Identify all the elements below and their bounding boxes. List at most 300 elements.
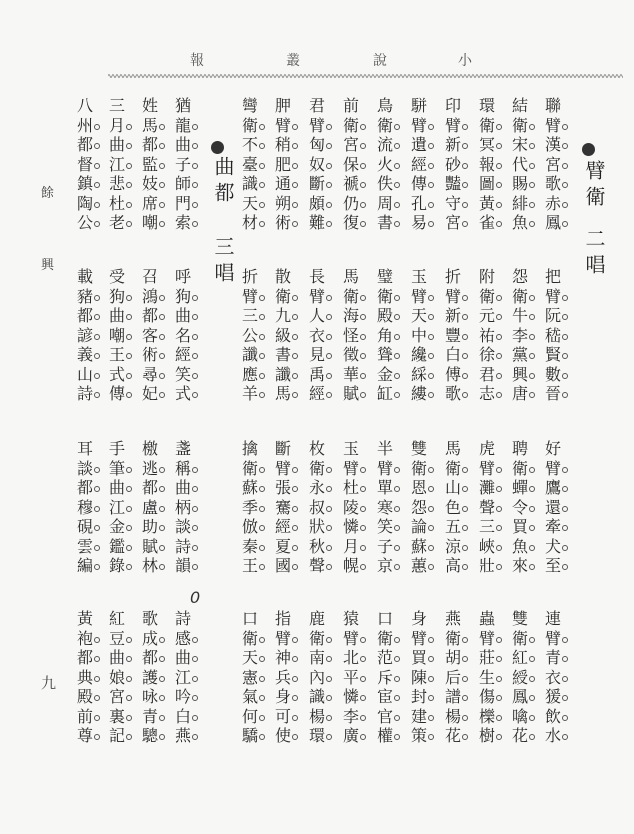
circle-mark-icon xyxy=(94,467,100,473)
line-char: 詩 xyxy=(174,609,191,628)
circle-mark-icon xyxy=(394,506,400,512)
line-char: 漢 xyxy=(544,135,561,154)
line-char: 孔 xyxy=(410,193,427,213)
circle-mark-icon xyxy=(529,295,535,301)
line-char: 索 xyxy=(174,213,191,232)
line-char: 擒 xyxy=(241,439,258,458)
circle-mark-icon xyxy=(562,202,568,208)
circle-mark-icon xyxy=(496,715,502,721)
line-char: 鑑 xyxy=(108,536,125,556)
line-char: 山 xyxy=(444,478,461,497)
circle-mark-icon xyxy=(94,656,100,662)
circle-mark-icon xyxy=(462,676,468,682)
line-char: 令 xyxy=(511,497,528,517)
line-char: 識 xyxy=(308,687,325,706)
line-char: 嵇 xyxy=(544,325,561,345)
line-char: 仍 xyxy=(342,193,359,213)
circle-mark-icon xyxy=(94,353,100,359)
section-chant: 三唱 xyxy=(211,236,235,288)
line-char: 買 xyxy=(410,648,427,667)
circle-mark-icon xyxy=(428,353,434,359)
line-char: 雙 xyxy=(511,609,528,628)
circle-mark-icon xyxy=(496,467,502,473)
line-char: 客 xyxy=(141,325,158,345)
line-char: 口 xyxy=(241,609,258,628)
line-char: 譜 xyxy=(444,687,461,706)
line-char: 逃 xyxy=(141,458,158,478)
line-char: 散 xyxy=(274,267,291,286)
line-char: 天 xyxy=(410,306,427,325)
circle-mark-icon xyxy=(94,637,100,643)
line-char: 折 xyxy=(444,267,461,286)
line-char: 環 xyxy=(478,96,495,115)
line-char: 臂 xyxy=(376,458,393,478)
circle-mark-icon xyxy=(428,486,434,492)
circle-mark-icon xyxy=(94,314,100,320)
circle-mark-icon xyxy=(562,143,568,149)
line-char: 前 xyxy=(342,96,359,115)
circle-mark-icon xyxy=(326,392,332,398)
circle-mark-icon xyxy=(292,163,298,169)
line-char: 秦 xyxy=(241,536,258,556)
line-char: 曲 xyxy=(174,478,191,497)
circle-mark-icon xyxy=(562,182,568,188)
line-char: 把 xyxy=(544,267,561,286)
line-char: 牽 xyxy=(544,517,561,536)
line-char: 談 xyxy=(76,458,93,478)
circle-mark-icon xyxy=(428,564,434,570)
section-bullet-icon xyxy=(582,143,595,156)
line-char: 燕 xyxy=(444,609,461,628)
circle-mark-icon xyxy=(192,676,198,682)
circle-mark-icon xyxy=(326,202,332,208)
circle-mark-icon xyxy=(292,637,298,643)
line-char: 山 xyxy=(76,364,93,384)
line-char: 尊 xyxy=(76,726,93,745)
header-char: 叢 xyxy=(286,53,300,69)
circle-mark-icon xyxy=(126,202,132,208)
circle-mark-icon xyxy=(159,467,165,473)
margin-label: 興 xyxy=(41,258,55,273)
circle-mark-icon xyxy=(326,676,332,682)
circle-mark-icon xyxy=(529,467,535,473)
circle-mark-icon xyxy=(562,392,568,398)
line-char: 子 xyxy=(376,536,393,556)
circle-mark-icon xyxy=(496,656,502,662)
line-char: 聳 xyxy=(376,345,393,364)
line-char: 肥 xyxy=(274,154,291,174)
line-char: 折 xyxy=(241,267,258,286)
line-char: 雙 xyxy=(410,439,427,458)
line-char: 歌 xyxy=(141,609,158,628)
line-char: 身 xyxy=(410,609,427,628)
line-char: 子 xyxy=(174,154,191,174)
circle-mark-icon xyxy=(529,715,535,721)
line-char: 諺 xyxy=(76,325,93,345)
line-char: 權 xyxy=(376,726,393,745)
line-char: 圖 xyxy=(478,174,495,193)
circle-mark-icon xyxy=(326,124,332,130)
line-char: 虎 xyxy=(478,439,495,458)
circle-mark-icon xyxy=(192,221,198,227)
line-char: 猿 xyxy=(342,609,359,628)
circle-mark-icon xyxy=(428,676,434,682)
line-char: 華 xyxy=(342,364,359,384)
circle-mark-icon xyxy=(94,734,100,740)
circle-mark-icon xyxy=(126,314,132,320)
line-char: 祐 xyxy=(478,325,495,345)
line-char: 狗 xyxy=(108,286,125,306)
circle-mark-icon xyxy=(562,334,568,340)
line-char: 奴 xyxy=(308,154,325,174)
circle-mark-icon xyxy=(159,182,165,188)
circle-mark-icon xyxy=(360,334,366,340)
line-char: 賢 xyxy=(544,345,561,364)
circle-mark-icon xyxy=(192,715,198,721)
circle-mark-icon xyxy=(462,734,468,740)
circle-mark-icon xyxy=(496,392,502,398)
line-char: 鎮 xyxy=(76,174,93,193)
circle-mark-icon xyxy=(259,715,265,721)
line-char: 衛 xyxy=(342,286,359,306)
line-char: 受 xyxy=(108,267,125,286)
circle-mark-icon xyxy=(360,392,366,398)
line-char: 師 xyxy=(174,174,191,193)
header-char: 報 xyxy=(190,53,204,69)
circle-mark-icon xyxy=(529,486,535,492)
line-char: 經 xyxy=(274,517,291,536)
line-char: 狀 xyxy=(308,517,325,536)
line-char: 青 xyxy=(141,706,158,726)
circle-mark-icon xyxy=(126,486,132,492)
line-char: 代 xyxy=(511,154,528,174)
circle-mark-icon xyxy=(529,506,535,512)
line-char: 殿 xyxy=(376,306,393,325)
circle-mark-icon xyxy=(529,202,535,208)
circle-mark-icon xyxy=(394,734,400,740)
circle-mark-icon xyxy=(292,353,298,359)
line-char: 嘲 xyxy=(108,325,125,345)
line-char: 興 xyxy=(511,364,528,384)
circle-mark-icon xyxy=(562,314,568,320)
circle-mark-icon xyxy=(259,506,265,512)
line-char: 韻 xyxy=(174,556,191,575)
circle-mark-icon xyxy=(94,564,100,570)
circle-mark-icon xyxy=(529,163,535,169)
line-char: 頗 xyxy=(308,193,325,213)
circle-mark-icon xyxy=(529,314,535,320)
circle-mark-icon xyxy=(428,734,434,740)
line-char: 南 xyxy=(308,648,325,667)
line-char: 江 xyxy=(108,154,125,174)
line-char: 姓 xyxy=(141,96,158,115)
circle-mark-icon xyxy=(496,545,502,551)
line-char: 天 xyxy=(241,193,258,213)
line-char: 花 xyxy=(444,726,461,745)
line-char: 詩 xyxy=(76,384,93,403)
circle-mark-icon xyxy=(159,314,165,320)
line-char: 玉 xyxy=(410,267,427,286)
circle-mark-icon xyxy=(259,734,265,740)
line-char: 臂 xyxy=(241,286,258,306)
line-char: 衛 xyxy=(478,286,495,306)
line-char: 冥 xyxy=(478,135,495,154)
line-char: 噙 xyxy=(511,706,528,726)
line-char: 白 xyxy=(174,706,191,726)
line-char: 曲 xyxy=(174,306,191,325)
line-char: 猶 xyxy=(174,96,191,115)
line-char: 幌 xyxy=(342,556,359,575)
circle-mark-icon xyxy=(562,506,568,512)
line-char: 官 xyxy=(376,706,393,726)
line-char: 江 xyxy=(108,497,125,517)
circle-mark-icon xyxy=(496,143,502,149)
line-char: 衛 xyxy=(376,115,393,135)
line-char: 徐 xyxy=(478,345,495,364)
line-char: 胡 xyxy=(444,648,461,667)
circle-mark-icon xyxy=(462,525,468,531)
line-char: 季 xyxy=(241,497,258,517)
circle-mark-icon xyxy=(360,545,366,551)
line-char: 杜 xyxy=(342,478,359,497)
line-char: 雲 xyxy=(76,536,93,556)
section-bullet-icon xyxy=(211,141,224,154)
line-char: 驕 xyxy=(241,726,258,745)
circle-mark-icon xyxy=(292,486,298,492)
circle-mark-icon xyxy=(259,637,265,643)
line-char: 吟 xyxy=(174,687,191,706)
circle-mark-icon xyxy=(394,637,400,643)
circle-mark-icon xyxy=(360,143,366,149)
circle-mark-icon xyxy=(259,314,265,320)
line-char: 柄 xyxy=(174,497,191,517)
circle-mark-icon xyxy=(94,392,100,398)
circle-mark-icon xyxy=(496,202,502,208)
line-char: 都 xyxy=(76,135,93,154)
circle-mark-icon xyxy=(428,695,434,701)
circle-mark-icon xyxy=(496,676,502,682)
circle-mark-icon xyxy=(394,143,400,149)
circle-mark-icon xyxy=(126,545,132,551)
line-char: 夏 xyxy=(274,536,291,556)
circle-mark-icon xyxy=(360,637,366,643)
circle-mark-icon xyxy=(292,124,298,130)
line-char: 廣 xyxy=(342,726,359,745)
circle-mark-icon xyxy=(94,221,100,227)
circle-mark-icon xyxy=(360,221,366,227)
line-char: 豐 xyxy=(444,325,461,345)
circle-mark-icon xyxy=(192,695,198,701)
circle-mark-icon xyxy=(292,715,298,721)
circle-mark-icon xyxy=(159,637,165,643)
circle-mark-icon xyxy=(126,656,132,662)
line-char: 都 xyxy=(76,306,93,325)
circle-mark-icon xyxy=(462,182,468,188)
circle-mark-icon xyxy=(428,314,434,320)
circle-mark-icon xyxy=(126,392,132,398)
circle-mark-icon xyxy=(562,373,568,379)
line-char: 州 xyxy=(76,115,93,135)
line-char: 永 xyxy=(308,478,325,497)
line-char: 筆 xyxy=(108,458,125,478)
line-char: 曲 xyxy=(174,135,191,154)
circle-mark-icon xyxy=(496,564,502,570)
circle-mark-icon xyxy=(159,392,165,398)
circle-mark-icon xyxy=(394,656,400,662)
line-char: 保 xyxy=(342,154,359,174)
circle-mark-icon xyxy=(159,676,165,682)
line-char: 歌 xyxy=(544,174,561,193)
circle-mark-icon xyxy=(326,486,332,492)
line-char: 聲 xyxy=(308,556,325,575)
circle-mark-icon xyxy=(462,637,468,643)
line-char: 晉 xyxy=(544,384,561,403)
circle-mark-icon xyxy=(292,676,298,682)
line-char: 怪 xyxy=(342,325,359,345)
circle-mark-icon xyxy=(562,221,568,227)
circle-mark-icon xyxy=(496,373,502,379)
line-char: 經 xyxy=(410,154,427,174)
line-char: 賜 xyxy=(511,174,528,193)
circle-mark-icon xyxy=(360,676,366,682)
line-char: 記 xyxy=(108,726,125,745)
line-char: 內 xyxy=(308,667,325,687)
line-char: 檄 xyxy=(141,439,158,458)
page-number: 九 xyxy=(41,674,57,692)
line-char: 長 xyxy=(308,267,325,286)
line-char: 燕 xyxy=(174,726,191,745)
circle-mark-icon xyxy=(292,564,298,570)
line-char: 鹿 xyxy=(308,609,325,628)
line-char: 名 xyxy=(174,325,191,345)
circle-mark-icon xyxy=(394,124,400,130)
line-char: 驄 xyxy=(141,726,158,745)
circle-mark-icon xyxy=(192,545,198,551)
circle-mark-icon xyxy=(94,676,100,682)
line-char: 禠 xyxy=(342,174,359,193)
line-char: 成 xyxy=(141,628,158,648)
line-char: 不 xyxy=(241,135,258,154)
circle-mark-icon xyxy=(126,506,132,512)
circle-mark-icon xyxy=(428,221,434,227)
line-char: 魚 xyxy=(511,536,528,556)
circle-mark-icon xyxy=(428,715,434,721)
line-char: 衛 xyxy=(478,115,495,135)
circle-mark-icon xyxy=(462,564,468,570)
line-char: 咏 xyxy=(141,687,158,706)
line-char: 臂 xyxy=(342,628,359,648)
line-char: 臂 xyxy=(410,286,427,306)
line-char: 應 xyxy=(241,364,258,384)
circle-mark-icon xyxy=(360,656,366,662)
circle-mark-icon xyxy=(326,545,332,551)
line-char: 玉 xyxy=(342,439,359,458)
line-char: 三 xyxy=(478,517,495,536)
line-char: 黃 xyxy=(478,193,495,213)
line-char: 中 xyxy=(410,325,427,345)
line-char: 楊 xyxy=(444,706,461,726)
line-char: 宮 xyxy=(342,135,359,154)
circle-mark-icon xyxy=(126,715,132,721)
circle-mark-icon xyxy=(394,163,400,169)
circle-mark-icon xyxy=(562,715,568,721)
line-char: 朔 xyxy=(274,193,291,213)
line-char: 蘇 xyxy=(410,536,427,556)
circle-mark-icon xyxy=(326,163,332,169)
circle-mark-icon xyxy=(562,353,568,359)
circle-mark-icon xyxy=(292,734,298,740)
circle-mark-icon xyxy=(462,143,468,149)
circle-mark-icon xyxy=(326,467,332,473)
circle-mark-icon xyxy=(496,163,502,169)
circle-mark-icon xyxy=(292,525,298,531)
circle-mark-icon xyxy=(159,143,165,149)
circle-mark-icon xyxy=(496,734,502,740)
circle-mark-icon xyxy=(326,637,332,643)
line-char: 硯 xyxy=(76,517,93,536)
line-char: 盞 xyxy=(174,439,191,458)
line-char: 綵 xyxy=(410,364,427,384)
circle-mark-icon xyxy=(326,334,332,340)
line-char: 談 xyxy=(174,517,191,536)
circle-mark-icon xyxy=(94,525,100,531)
circle-mark-icon xyxy=(192,373,198,379)
line-char: 都 xyxy=(141,478,158,497)
circle-mark-icon xyxy=(159,734,165,740)
circle-mark-icon xyxy=(192,353,198,359)
line-char: 叔 xyxy=(308,497,325,517)
circle-mark-icon xyxy=(326,715,332,721)
line-char: 聘 xyxy=(511,439,528,458)
line-char: 人 xyxy=(308,306,325,325)
line-char: 衣 xyxy=(308,325,325,345)
circle-mark-icon xyxy=(496,353,502,359)
line-char: 金 xyxy=(108,517,125,536)
circle-mark-icon xyxy=(428,373,434,379)
circle-mark-icon xyxy=(428,545,434,551)
circle-mark-icon xyxy=(428,295,434,301)
circle-mark-icon xyxy=(159,334,165,340)
line-char: 金 xyxy=(376,364,393,384)
line-char: 黃 xyxy=(76,609,93,628)
handwritten-mark: 0 xyxy=(190,588,201,607)
line-char: 臂 xyxy=(410,628,427,648)
circle-mark-icon xyxy=(428,163,434,169)
circle-mark-icon xyxy=(259,676,265,682)
circle-mark-icon xyxy=(394,564,400,570)
line-char: 編 xyxy=(76,556,93,575)
circle-mark-icon xyxy=(562,656,568,662)
circle-mark-icon xyxy=(159,525,165,531)
line-char: 胛 xyxy=(274,96,291,115)
circle-mark-icon xyxy=(126,734,132,740)
line-char: 李 xyxy=(342,706,359,726)
circle-mark-icon xyxy=(192,202,198,208)
circle-mark-icon xyxy=(292,314,298,320)
circle-mark-icon xyxy=(292,506,298,512)
circle-mark-icon xyxy=(159,221,165,227)
line-char: 論 xyxy=(410,517,427,536)
line-char: 前 xyxy=(76,706,93,726)
circle-mark-icon xyxy=(159,715,165,721)
circle-mark-icon xyxy=(126,143,132,149)
line-char: 賦 xyxy=(342,384,359,403)
line-char: 臂 xyxy=(478,458,495,478)
line-char: 纔 xyxy=(410,345,427,364)
line-char: 曲 xyxy=(108,306,125,325)
circle-mark-icon xyxy=(192,637,198,643)
line-char: 衣 xyxy=(544,667,561,687)
